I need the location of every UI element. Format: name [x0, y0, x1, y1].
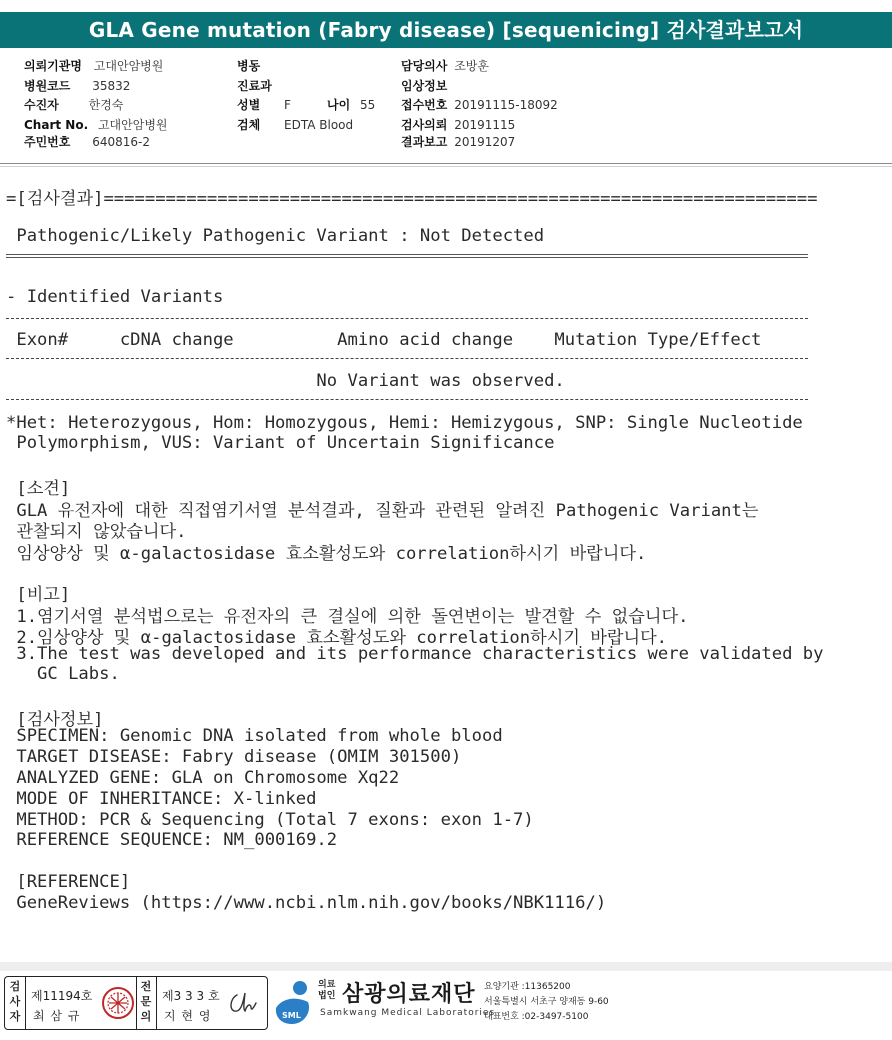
test-info-heading: [검사정보]	[6, 710, 104, 730]
age-value: 55	[360, 98, 376, 112]
test-info-method: METHOD: PCR & Sequencing (Total 7 exons: exon 1-7)	[6, 810, 534, 830]
specialist-label: 전문의	[140, 980, 152, 1023]
remarks-line4: GC Labs.	[6, 664, 120, 684]
chart-no-row	[24, 116, 168, 133]
divider	[136, 977, 137, 1029]
report-date-label: 결과보고	[401, 135, 448, 149]
divider	[25, 977, 26, 1029]
patient-info	[0, 55, 892, 155]
dashed-separator	[6, 318, 808, 319]
department-row	[237, 77, 272, 94]
opinion-line1: GLA 유전자에 대한 직접염기서열 분석결과, 질환과 관련된 알려진 Pathogenic Variant는	[6, 501, 759, 521]
remarks-line3: 3.The test was developed and its performance characteristics were validated by	[6, 644, 824, 664]
receipt-no-label: 접수번호	[401, 98, 448, 112]
org-contact	[484, 980, 609, 1025]
institution-label: 의뢰기관명	[24, 59, 82, 73]
abbreviation-note-line1: *Het: Heterozygous, Hom: Homozygous, Hemi: Hemizygous, SNP: Single Nucleotide	[6, 413, 803, 433]
age-label: 나이	[327, 98, 351, 112]
svg-text:SML: SML	[282, 1011, 301, 1020]
department-label: 진료과	[237, 79, 272, 93]
footer-band	[0, 962, 892, 971]
test-info-gene: ANALYZED GENE: GLA on Chromosome Xq22	[6, 768, 400, 788]
results-header-line: =[검사결과]=====================================================================	[6, 189, 818, 209]
sex-row	[237, 96, 291, 113]
tester-license-no: 제11194호	[31, 989, 93, 1003]
tester-name: 최 삼 규	[33, 1009, 81, 1023]
reference-link: GeneReviews (https://www.ncbi.nlm.nih.gov/books/NBK1116/)	[6, 893, 607, 913]
tester-label: 검사자	[9, 980, 21, 1023]
doctor-value: 조방훈	[454, 59, 489, 73]
sex-value: F	[284, 98, 291, 112]
test-info-target: TARGET DISEASE: Fabry disease (OMIM 301500)	[6, 747, 462, 767]
resident-no-value: 640816-2	[92, 135, 150, 149]
specimen-value: EDTA Blood	[284, 118, 354, 132]
doctor-row	[401, 57, 489, 74]
double-separator	[6, 254, 808, 258]
opinion-line2: 관찰되지 않았습니다.	[6, 522, 187, 542]
org-corp-label: 의료법인	[318, 980, 336, 1001]
patient-value: 한경숙	[88, 98, 124, 112]
results-summary: Pathogenic/Likely Pathogenic Variant : Not Detected	[6, 226, 545, 246]
ward-row	[237, 57, 260, 74]
org-address: 서울특별시 서초구 양재동 9-60	[484, 997, 609, 1007]
patient-label: 수진자	[24, 98, 59, 112]
seal-stamp-icon	[101, 983, 135, 1023]
org-name: 삼광의료재단	[342, 982, 476, 1007]
remarks-line1: 1.염기서열 분석법으로는 유전자의 큰 결실에 의한 돌연변이는 발견할 수 없습니다.	[6, 607, 689, 627]
opinion-heading: [소견]	[6, 479, 71, 499]
receipt-no-row	[401, 96, 558, 113]
org-phone: 대표번호 :02-3497-5100	[484, 1012, 589, 1022]
resident-no-label: 주민번호	[24, 135, 71, 149]
test-info-inheritance: MODE OF INHERITANCE: X-linked	[6, 789, 317, 809]
institution-row	[24, 57, 163, 74]
report-title: GLA Gene mutation (Fabry disease) [sequenicing] 검사결과보고서	[0, 12, 892, 48]
specialist-name: 지 현 영	[164, 1009, 212, 1023]
test-info-specimen: SPECIMEN: Genomic DNA isolated from whole blood	[6, 726, 503, 746]
request-date-value: 20191115	[454, 118, 516, 132]
specimen-row	[237, 116, 353, 133]
hospital-code-label: 병원코드	[24, 79, 71, 93]
sex-label: 성별	[237, 98, 261, 112]
chart-no-value: 고대안암병원	[97, 118, 168, 132]
request-date-label: 검사의뢰	[401, 118, 448, 132]
clinical-info-label: 임상정보	[401, 79, 448, 93]
variants-table-header: Exon# cDNA change Amino acid change Mutation Type/Effect	[6, 330, 762, 350]
care-institution-no: 요양기관 :11365200	[484, 982, 571, 992]
reference-heading: [REFERENCE]	[6, 872, 131, 892]
dashed-separator	[6, 399, 808, 400]
chart-no-label: Chart No.	[24, 118, 89, 132]
header-divider	[0, 163, 892, 164]
clinical-info-row	[401, 77, 447, 94]
doctor-label: 담당의사	[401, 59, 448, 73]
patient-row	[24, 96, 123, 113]
test-info-reference-sequence: REFERENCE SEQUENCE: NM_000169.2	[6, 830, 338, 850]
hospital-code-value: 35832	[92, 79, 131, 93]
opinion-line3: 임상양상 및 α-galactosidase 효소활성도와 correlation하시기 바랍니다.	[6, 544, 647, 564]
signature-icon	[223, 985, 259, 1021]
no-variant-row: No Variant was observed.	[6, 371, 565, 391]
report-date-row	[401, 133, 515, 150]
remarks-line2: 2.임상양상 및 α-galactosidase 효소활성도와 correlation하시기 바랍니다.	[6, 628, 668, 648]
sml-logo-icon	[272, 978, 316, 1026]
remarks-heading: [비고]	[6, 585, 71, 605]
resident-no-row	[24, 133, 150, 150]
ward-label: 병동	[237, 59, 261, 73]
abbreviation-note-line2: Polymorphism, VUS: Variant of Uncertain Significance	[6, 433, 555, 453]
divider	[156, 977, 157, 1029]
receipt-no-value: 20191115-18092	[454, 98, 558, 112]
specimen-label: 검체	[237, 118, 261, 132]
specialist-license-no: 제3 3 3 호	[162, 989, 220, 1003]
report-date-value: 20191207	[454, 135, 516, 149]
signature-box	[4, 976, 268, 1030]
age-row	[327, 96, 375, 113]
dashed-separator	[6, 358, 808, 359]
variants-heading: - Identified Variants	[6, 287, 224, 307]
org-english-name: Samkwang Medical Laboratories	[320, 1008, 496, 1018]
hospital-code-row	[24, 77, 130, 94]
header-divider-shadow	[0, 166, 892, 167]
institution-value: 고대안암병원	[93, 59, 164, 73]
request-date-row	[401, 116, 515, 133]
